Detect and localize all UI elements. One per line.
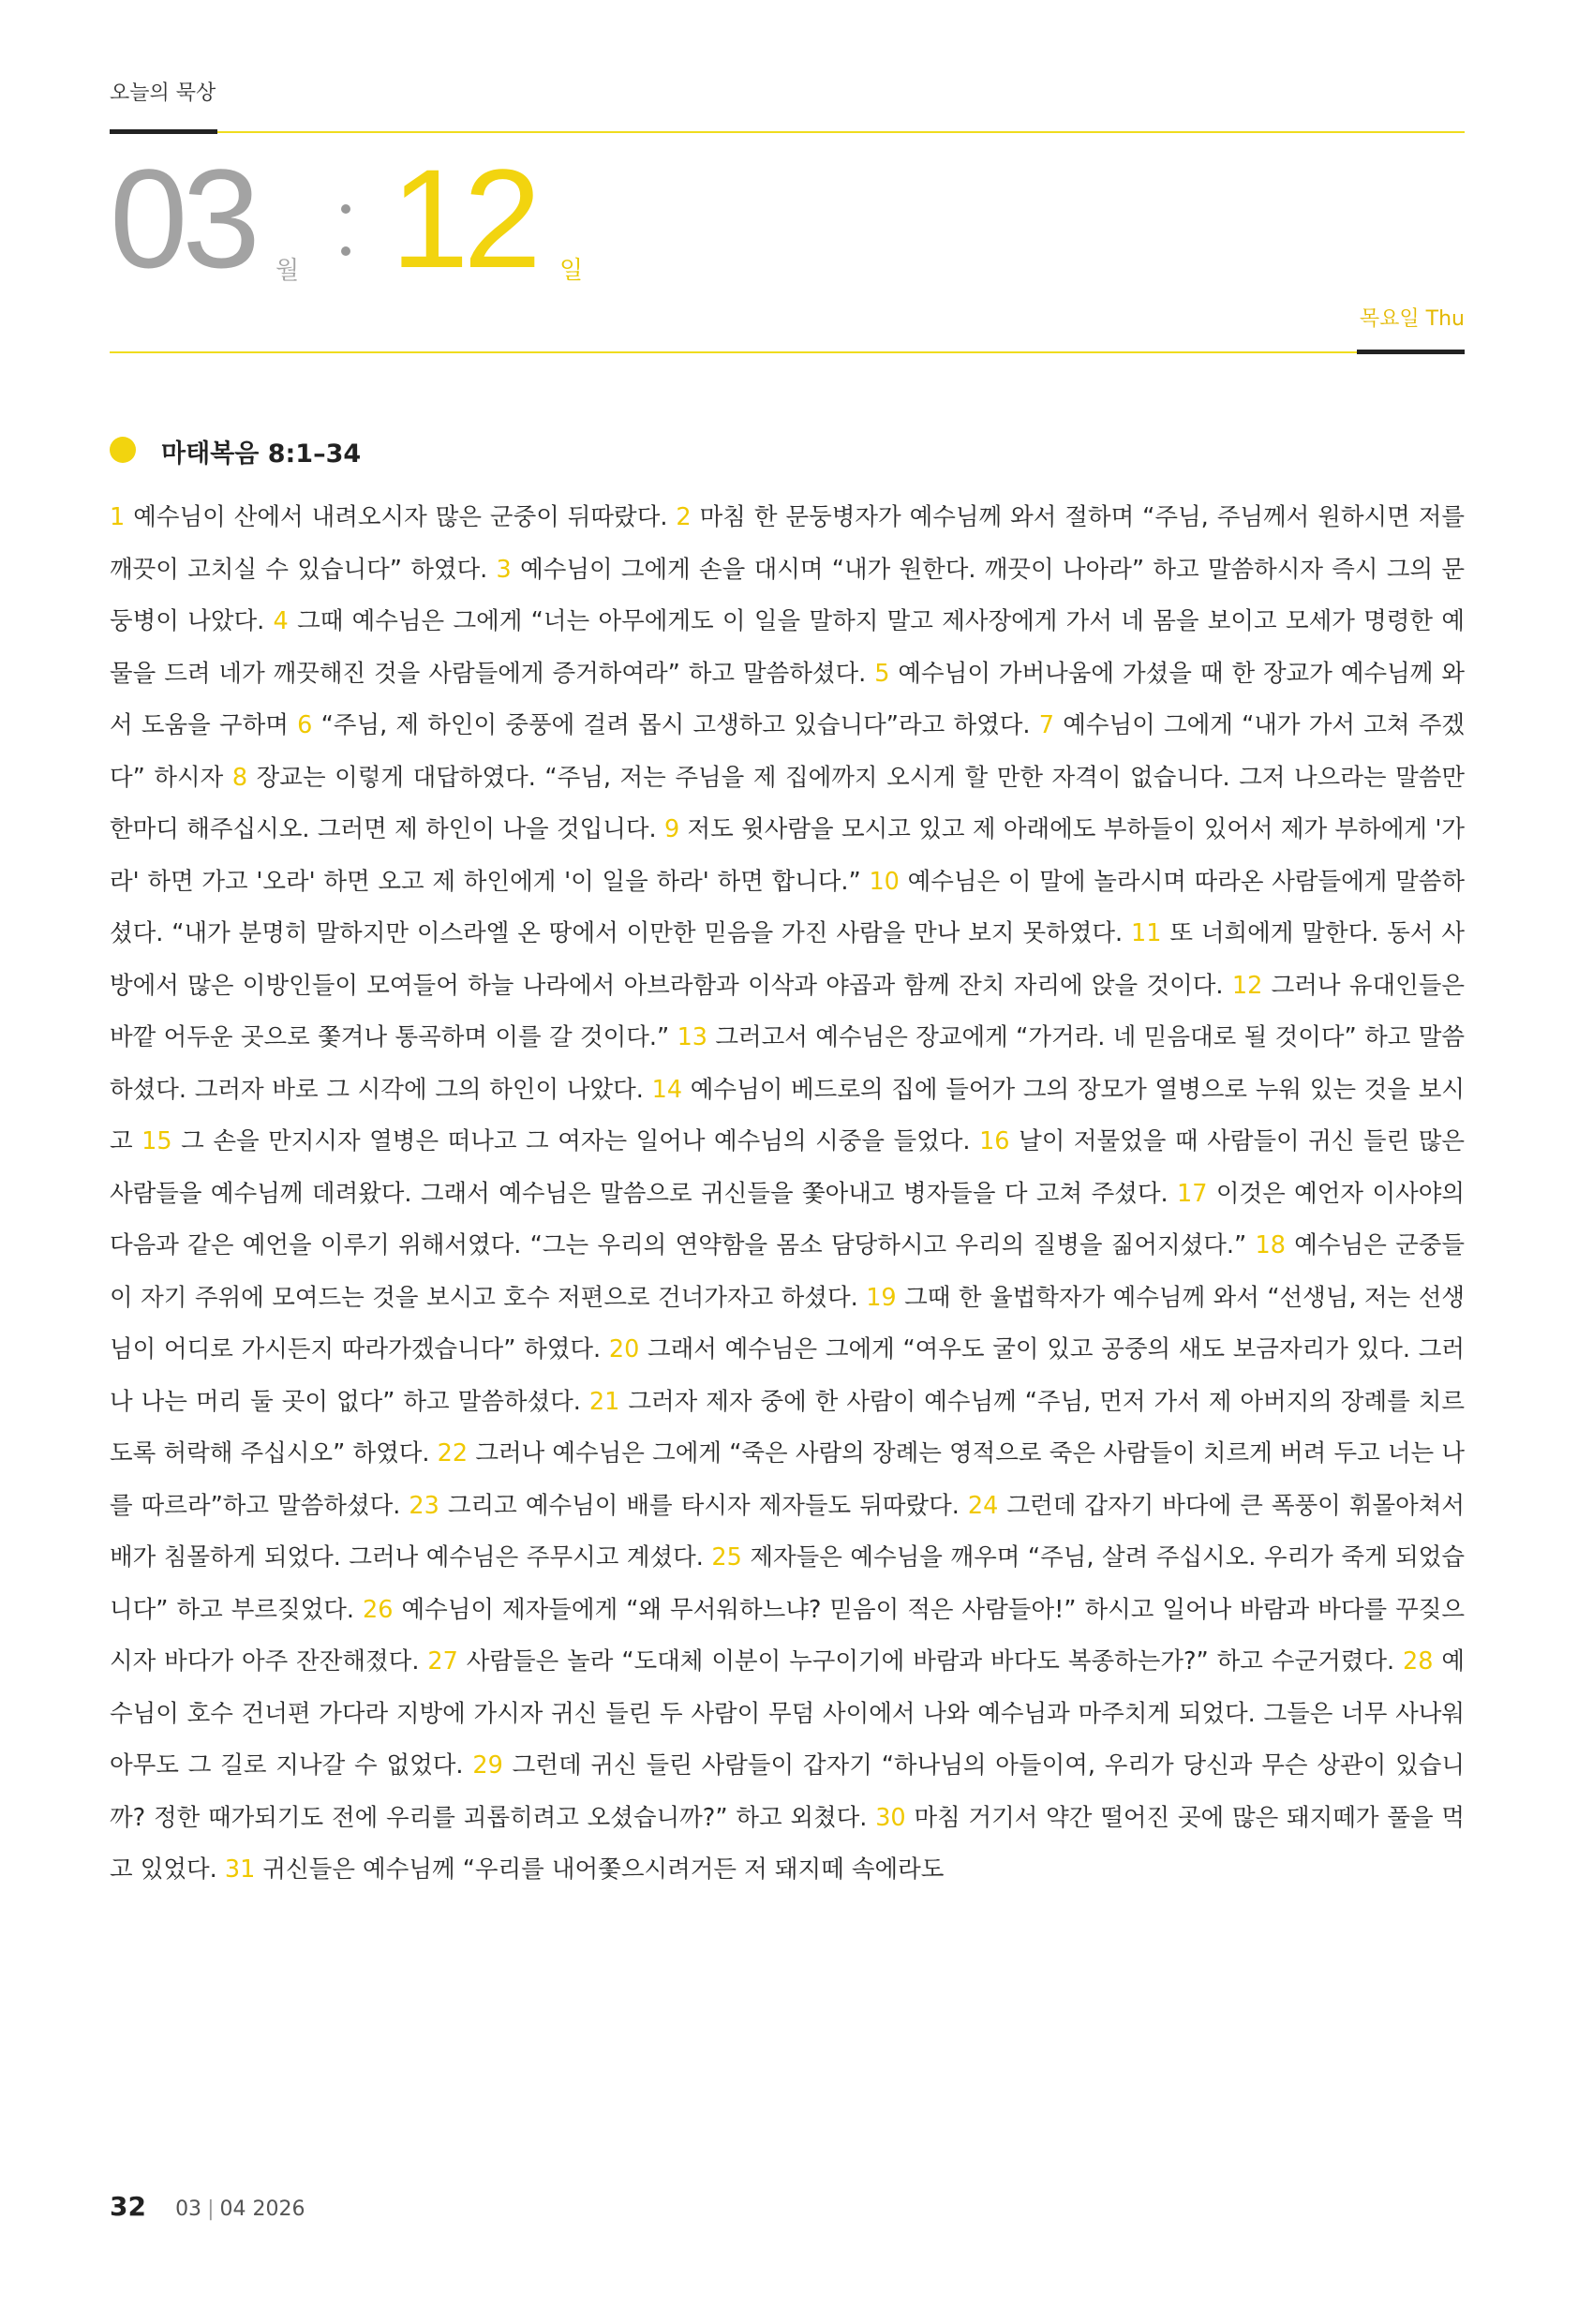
verse-number: 5 — [874, 659, 890, 688]
verse-text: 그러나 유대인들은 바깥 어두운 곳으로 쫓겨나 통곡하며 이를 갈 것이다.” — [110, 971, 1465, 1051]
header-rule-dark — [110, 129, 217, 134]
issue-rest: 04 2026 — [219, 2197, 305, 2221]
colon-dot-top — [341, 204, 350, 214]
issue-separator: | — [207, 2197, 215, 2221]
verse-text: 그때 한 율법학자가 예수님께 와서 “선생님, 저는 선생님이 어디로 가시든지 따라가겠습니다” 하였다. — [110, 1283, 1465, 1363]
verse-text: 예수님이 산에서 내려오시자 많은 군중이 뒤따랐다. — [133, 503, 668, 531]
verse-text: 사람들은 놀라 “도대체 이분이 누구이기에 바람과 바다도 복종하는가?” 하고 수군거렸다. — [466, 1647, 1395, 1676]
colon-dot-bottom — [341, 246, 350, 256]
verse-number: 2 — [676, 503, 692, 531]
verse-number: 31 — [224, 1855, 256, 1884]
header-rule-yellow — [217, 131, 1465, 133]
date-display — [110, 140, 1465, 298]
page-number: 32 — [110, 2191, 146, 2222]
verse-number: 4 — [273, 607, 289, 635]
verse — [110, 503, 667, 531]
verse-number: 25 — [711, 1543, 742, 1572]
passage-reference: 마태복음 8:1–34 — [161, 439, 362, 469]
verse-text: 예수님이 베드로의 집에 들어가 그의 장모가 열병으로 누워 있는 것을 보시고 — [110, 1075, 1465, 1155]
verse-text: 그러자 제자 중에 한 사람이 예수님께 “주님, 먼저 가서 제 아버지의 장례를 치르도록 허락해 주십시오” 하였다. — [110, 1387, 1465, 1467]
section-label: 오늘의 묵상 — [110, 82, 216, 105]
verse-number: 23 — [409, 1491, 439, 1520]
verse-number: 14 — [651, 1075, 683, 1104]
verse-text: 예수님이 그에게 손을 대시며 “내가 원한다. 깨끗이 나아라” 하고 말씀하시자 즉시 그의 문둥병이 나았다. — [110, 555, 1465, 635]
verse-text: 저도 윗사람을 모시고 있고 제 아래에도 부하들이 있어서 제가 부하에게 '가라' 하면 가고 '오라' 하면 오고 제 하인에게 '이 일을 하라' 하면 합니다.” — [110, 815, 1465, 896]
verse-text: 마침 거기서 약간 떨어진 곳에 많은 돼지떼가 풀을 먹고 있었다. — [110, 1803, 1465, 1884]
verse-number: 27 — [427, 1647, 458, 1676]
verse-number: 24 — [967, 1491, 999, 1520]
verse-text: 예수님이 가버나움에 가셨을 때 한 장교가 예수님께 와서 도움을 구하며 — [110, 659, 1465, 739]
verse-text: 그러고서 예수님은 장교에게 “가거라. 네 믿음대로 될 것이다” 하고 말씀하셨다. 그러자 바로 그 시각에 그의 하인이 나았다. — [110, 1023, 1465, 1104]
verse-number: 13 — [677, 1023, 708, 1051]
month-unit: 월 — [275, 257, 300, 285]
verse-number: 30 — [875, 1803, 906, 1832]
verse-text: 예수님은 이 말에 놀라시며 따라온 사람들에게 말씀하셨다. “내가 분명히 말하지만 이스라엘 온 땅에서 이만한 믿음을 가진 사람을 만나 보지 못하였다. — [110, 867, 1465, 947]
verse-number: 15 — [141, 1127, 172, 1155]
verse-text: 그리고 예수님이 배를 타시자 제자들도 뒤따랐다. — [447, 1491, 960, 1520]
day-unit: 일 — [559, 257, 584, 285]
verse-text: 예수님이 그에게 “내가 가서 고쳐 주겠다” 하시자 — [110, 711, 1465, 792]
verse-number: 6 — [297, 711, 313, 739]
verse-text: 예수님이 호수 건너편 가다라 지방에 가시자 귀신 들린 두 사람이 무덤 사이에서 나와 예수님과 마주치게 되었다. 그들은 너무 사나워 아무도 그 길로 지나갈 수 없었다. — [110, 1647, 1465, 1780]
verse-text: 그 손을 만지시자 열병은 떠나고 그 여자는 일어나 예수님의 시중을 들었다. — [181, 1127, 971, 1155]
verse-number: 10 — [869, 867, 900, 896]
month-number: 03 — [110, 140, 255, 297]
verse-number: 19 — [866, 1283, 897, 1312]
verse — [225, 1855, 945, 1884]
verse-number: 21 — [588, 1387, 620, 1416]
scripture-text — [110, 492, 1465, 2160]
verse-text: 그래서 예수님은 그에게 “여우도 굴이 있고 공중의 새도 보금자리가 있다. 그러나 나는 머리 둘 곳이 없다” 하고 말씀하셨다. — [110, 1335, 1465, 1416]
verse — [409, 1492, 959, 1520]
verse-number: 16 — [979, 1127, 1010, 1155]
verse-text: 그런데 갑자기 바다에 큰 폭풍이 휘몰아쳐서 배가 침몰하게 되었다. 그러나 예수님은 주무시고 계셨다. — [110, 1491, 1465, 1572]
verse-number: 9 — [663, 815, 680, 843]
verse-number: 7 — [1038, 711, 1054, 739]
verse-text: 그러나 예수님은 그에게 “죽은 사람의 장례는 영적으로 죽은 사람들이 치르게 버려 두고 너는 나를 따르라”하고 말씀하셨다. — [110, 1439, 1465, 1520]
verse-text: 귀신들은 예수님께 “우리를 내어쫓으시려거든 저 돼지떼 속에라도 — [262, 1855, 945, 1884]
verse-text: 또 너희에게 말한다. 동서 사방에서 많은 이방인들이 모여들어 하늘 나라에서 아브라함과 이삭과 야곱과 함께 잔치 자리에 앉을 것이다. — [110, 919, 1465, 1000]
divider-rule-dark — [1357, 350, 1465, 354]
verse-text: 예수님이 제자들에게 “왜 무서워하느냐? 믿음이 적은 사람들아!” 하시고 일어나 바람과 바다를 꾸짖으시자 바다가 아주 잔잔해졌다. — [110, 1595, 1465, 1676]
verse-number: 17 — [1177, 1179, 1208, 1208]
weekday-label: 목요일 Thu — [1359, 307, 1465, 331]
verse-number: 28 — [1403, 1647, 1434, 1676]
verse-number: 11 — [1131, 919, 1162, 947]
verse — [427, 1647, 1394, 1676]
day-number: 12 — [391, 140, 536, 297]
verse-number: 3 — [496, 555, 512, 584]
verse-text: 이것은 예언자 이사야의 다음과 같은 예언을 이루기 위해서였다. “그는 우리의 연약함을 몸소 담당하시고 우리의 질병을 짊어지셨다.” — [110, 1179, 1465, 1259]
verse-text: 마침 한 문둥병자가 예수님께 와서 절하며 “주님, 주님께서 원하시면 저를 깨끗이 고치실 수 있습니다” 하였다. — [110, 503, 1465, 584]
verse-number: 29 — [472, 1751, 503, 1780]
verse-number: 22 — [437, 1439, 469, 1467]
verse-number: 12 — [1231, 971, 1263, 1000]
verse-number: 1 — [110, 503, 126, 531]
bullet-icon — [110, 437, 136, 463]
divider-rule-yellow — [110, 351, 1357, 353]
verse-text: 제자들은 예수님을 깨우며 “주님, 살려 주십시오. 우리가 죽게 되었습니다” 하고 부르짖었다. — [110, 1543, 1465, 1624]
verse — [297, 711, 1030, 739]
verse-text: 장교는 이렇게 대답하였다. “주님, 저는 주님을 제 집에까지 오시게 할 만한 자격이 없습니다. 그저 나으라는 말씀만 한마디 해주십시오. 그러면 제 하인이 나을 것입니다. — [110, 763, 1465, 843]
page-footer — [110, 2191, 305, 2222]
verse-text: 그때 예수님은 그에게 “너는 아무에게도 이 일을 말하지 말고 제사장에게 가서 네 몸을 보이고 모세가 명령한 예물을 드려 네가 깨끗해진 것을 사람들에게 증거하여라” 하고 말씀하셨다. — [110, 607, 1465, 688]
issue-month: 03 — [175, 2197, 202, 2221]
verse-number: 8 — [231, 763, 248, 792]
verse-text: 날이 저물었을 때 사람들이 귀신 들린 많은 사람들을 예수님께 데려왔다. 그래서 예수님은 말씀으로 귀신들을 쫓아내고 병자들을 다 고쳐 주셨다. — [110, 1127, 1465, 1208]
issue-date — [175, 2197, 305, 2221]
verse-number: 26 — [363, 1595, 394, 1624]
verse-number: 20 — [608, 1335, 640, 1363]
verse-text: 예수님은 군중들이 자기 주위에 모여드는 것을 보시고 호수 저편으로 건너가자고 하셨다. — [110, 1231, 1465, 1312]
verse-text: 그런데 귀신 들린 사람들이 갑자기 “하나님의 아들이여, 우리가 당신과 무슨 상관이 있습니까? 정한 때가되기도 전에 우리를 괴롭히려고 오셨습니까?” 하고 외쳤다. — [110, 1751, 1465, 1832]
verse-text: “주님, 제 하인이 중풍에 걸려 몹시 고생하고 있습니다”라고 하였다. — [320, 711, 1031, 739]
verse-number: 18 — [1255, 1231, 1286, 1259]
verse — [141, 1127, 970, 1155]
